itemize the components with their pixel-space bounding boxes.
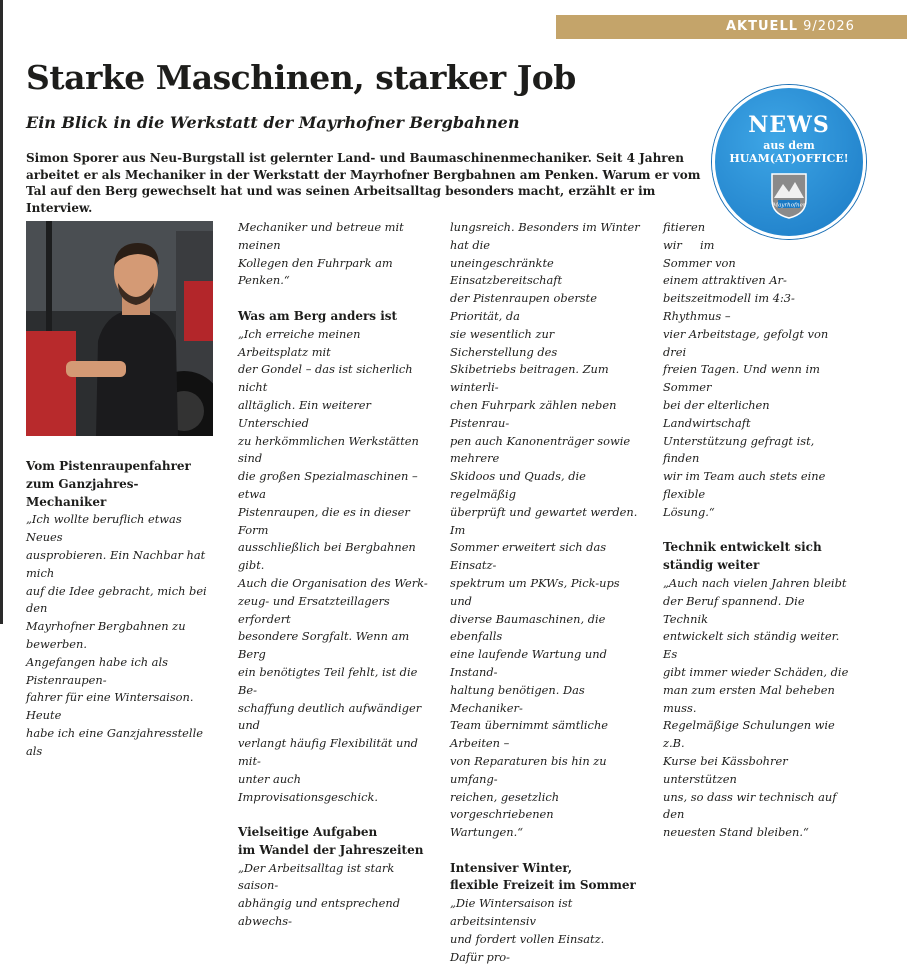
news-badge [712,85,866,239]
column2-heading-2 [238,824,430,860]
column2-line: „Der Arbeitsalltag ist stark saison- [238,860,395,893]
section-label: AKTUELL [726,19,799,34]
column3-line: Skibetriebs beitragen. Zum winterli- [450,362,609,395]
column2-heading-2-line1: Vielseitige Aufgaben [238,825,378,840]
text-column-1 [26,458,214,761]
column4-line: uns, so dass wir technisch auf den [663,789,837,822]
column3-line: überprüft und gewartet werden. Im [450,504,638,537]
column1-line: ausprobieren. Ein Nachbar hat mich [26,547,206,580]
column4-line: wir im Team auch stets eine flexible [663,469,826,501]
badge-news-label: NEWS [748,112,830,138]
column1-line: auf die Idee gebracht, mich bei den [26,583,207,616]
column3-line: haltung benötigen. Das Mechaniker- [450,682,585,715]
column1-line: Angefangen habe ich als Pistenraupen- [26,654,168,687]
left-page-rule [0,0,3,624]
column2-line: Kollegen den Fuhrpark am Penken.“ [238,255,393,288]
column3-line: „Die Wintersaison ist arbeitsintensiv [450,896,573,929]
column2-line: zu herkömmlichen Werkstätten sind [238,433,419,466]
column1-line: Mayrhofner Bergbahnen zu bewerben. [26,619,186,651]
text-column-4 [663,219,851,842]
column3-line: sie wesentlich zur Sicherstellung des [450,326,558,359]
column2-line: verlangt häufig Flexibilität und mit- [238,736,418,768]
column1-line: fahrer für eine Wintersaison. Heute [26,690,194,723]
column3-line: und fordert vollen Einsatz. Dafür pro- [450,931,605,964]
column3-heading-line1: Intensiver Winter, [450,860,573,875]
column4-line: Kurse bei Kässbohrer unterstützen [663,753,788,786]
column4-line: Lösung.“ [663,504,715,519]
column3-line: diverse Baumaschinen, die ebenfalls [450,611,606,644]
column3-line: lungsreich. Besonders im Winter hat die [450,220,640,252]
column4-heading-line1: Technik entwickelt sich [663,540,822,555]
column4-line: vier Arbeitstage, gefolgt von drei [663,326,829,359]
column4-line: „Auch nach vielen Jahren bleibt [663,575,847,590]
column2-line: alltäglich. Ein weiterer Unterschied [238,397,371,430]
column1-heading-line2: zum Ganzjahres-Mechaniker [26,476,139,509]
column3-line: Team übernimmt sämtliche Arbeiten – [450,718,609,751]
column3-line: Skidoos und Quads, die regelmäßig [450,469,586,501]
column3-line: pen auch Kanonenträger sowie mehrere [450,433,631,466]
column1-line: habe ich eine Ganzjahresstelle als [26,725,203,758]
column3-line: reichen, gesetzlich vorgeschriebenen [450,789,560,822]
column3-line: spektrum um PKWs, Pick-ups und [450,575,620,608]
column3-line: der Pistenraupen oberste Priorität, da [450,291,597,323]
column2-line: ein benötigtes Teil fehlt, ist die Be- [238,664,418,697]
column3-heading [450,860,640,896]
column2-line: unter auch Improvisationsgeschick. [238,771,379,804]
column2-line: Auch die Organisation des Werk- [238,575,428,590]
column4-line: bei der elterlichen Landwirtschaft [663,397,770,430]
column2-line: „Ich erreiche meinen Arbeitsplatz mit [238,326,361,359]
article-subtitle: Ein Blick in die Werkstatt der Mayrhofner Bergbahnen [26,113,520,132]
column3-line: Sommer erweitert sich das Einsatz- [450,540,607,573]
section-header-bar [556,15,907,39]
column2-line: Pistenraupen, die es in dieser Form [238,504,410,537]
column4-heading-line2: ständig weiter [663,558,760,573]
column1-heading-line1: Vom Pistenraupenfahrer [26,459,191,473]
column4-line: entwickelt sich ständig weiter. Es [663,629,840,662]
column4-line: wir im [663,237,715,252]
column4-line: Unterstützung gefragt ist, finden [663,433,815,466]
column4-line: man zum ersten Mal beheben muss. [663,682,835,715]
column3-line: eine laufende Wartung und Instand- [450,647,607,679]
article-intro: Simon Sporer aus Neu-Burgstall ist gelernter Land- und Baumaschinenmechaniker. Seit 4 Jahren arbeitet er als Mechaniker in der Werkstatt der Mayrhofner Bergbahnen am Penken. Warum er vom Tal auf den Berg gewechselt hat und was seinen Arbeitsalltag besonders macht, erzählt er im Interview. [26,151,701,215]
badge-office-label: HUAM(AT)OFFICE! [729,152,849,165]
column2-heading-2-line2: im Wandel der Jahreszeiten [238,842,424,857]
column1-heading [26,458,214,511]
badge-from-label: aus dem [763,139,815,152]
column4-line: gibt immer wieder Schäden, die [663,664,849,679]
text-column-3 [450,219,640,966]
column4-line: neuesten Stand bleiben.“ [663,825,809,840]
column3-line: Wartungen.“ [450,825,524,840]
column4-line: fitieren [663,220,706,234]
column2-line: die großen Spezialmaschinen – etwa [238,469,418,501]
column2-line: abhängig und entsprechend abwechs- [238,896,401,929]
column3-line: von Reparaturen bis hin zu umfang- [450,753,607,786]
column3-line: uneingeschränkte Einsatzbereitschaft [450,255,563,288]
column2-line: zeug- und Ersatzteillagers erfordert [238,593,390,626]
column2-line: schaffung deutlich aufwändiger und [238,700,422,733]
issue-number: 9/2026 [803,19,855,34]
column4-line: einem attraktiven Ar- [663,273,787,288]
article-title: Starke Maschinen, starker Job [26,58,576,97]
column3-heading-line2: flexible Freizeit im Sommer [450,878,636,893]
text-column-2 [238,219,430,931]
column4-line: Regelmäßige Schulungen wie z.B. [663,718,835,751]
column4-line: Sommer von [663,255,736,270]
mayrhofner-logo-icon [768,170,810,220]
column3-line: chen Fuhrpark zählen neben Pistenrau- [450,397,617,430]
column4-heading [663,539,851,575]
column2-line: Mechaniker und betreue mit meinen [238,220,404,252]
column2-line: der Gondel – das ist sicherlich nicht [238,362,413,395]
column4-line: der Beruf spannend. Die Technik [663,593,805,626]
mechanic-photo [26,221,213,436]
column2-line: ausschließlich bei Bergbahnen gibt. [238,540,416,573]
column1-line: „Ich wollte beruflich etwas Neues [26,512,182,545]
column4-line: beitszeitmodell im 4:3-Rhythmus – [663,291,795,323]
column4-line: freien Tagen. Und wenn im Sommer [663,362,820,395]
svg-text:Mayrhofner: Mayrhofner [772,202,806,209]
column2-line: besondere Sorgfalt. Wenn am Berg [238,629,410,662]
column2-heading-1: Was am Berg anders ist [238,308,398,323]
